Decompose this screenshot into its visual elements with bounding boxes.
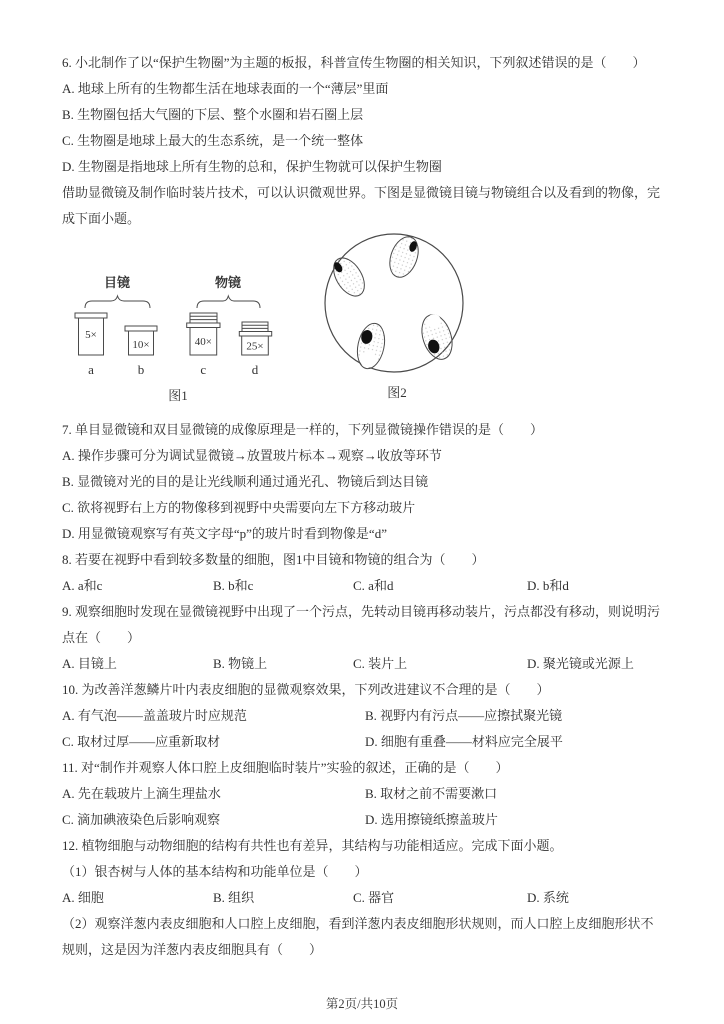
q11-option-c: C. 滴加碘液染色后影响观察 [62, 812, 221, 827]
lens-a-magnification: 5× [85, 329, 97, 341]
q6-option-a: A. 地球上所有的生物都生活在地球表面的一个“薄层”里面 [62, 81, 389, 96]
q7-stem: 7. 单目显微镜和双目显微镜的成像原理是一样的，下列显微镜操作错误的是（ ） [62, 422, 544, 437]
q12-sub1-option-c: C. 器官 [353, 890, 395, 905]
lens-letter-d: d [251, 362, 259, 377]
q9-option-d: D. 聚光镜或光源上 [527, 656, 634, 671]
figure1-lens-diagram [62, 272, 284, 406]
q6-option-d: D. 生物圈是指地球上所有生物的总和，保护生物就可以保护生物圈 [62, 159, 442, 174]
q11-option-d: D. 选用擦镜纸擦盖玻片 [365, 812, 498, 827]
q8-stem: 8. 若要在视野中看到较多数量的细胞，图1中目镜和物镜的组合为（ ） [62, 552, 485, 567]
q11-option-b: B. 取材之前不需要漱口 [365, 786, 498, 801]
objective-brace [197, 296, 260, 308]
figure2-microscope-view [320, 232, 472, 402]
lens-b-magnification: 10× [132, 339, 150, 351]
q10-stem: 10. 为改善洋葱鳞片叶内表皮细胞的显微观察效果，下列改进建议不合理的是（ ） [62, 682, 550, 697]
q10-options-row-2 [62, 729, 666, 755]
q8-option-c: C. a和d [353, 578, 394, 593]
q6-option-c: C. 生物圈是地球上最大的生态系统，是一个统一整体 [62, 133, 364, 148]
objective-lens-c [187, 313, 220, 355]
lens-letter-b: b [137, 362, 145, 377]
q10-option-c: C. 取材过厚——应重新取材 [62, 734, 221, 749]
q9-option-c: C. 装片上 [353, 656, 408, 671]
lens-letter-c: c [200, 362, 207, 377]
q11-options-row-1 [62, 781, 666, 807]
figure-row [62, 232, 666, 417]
q8-option-a: A. a和c [62, 578, 103, 593]
q8-options-row [62, 573, 666, 599]
q9-option-a: A. 目镜上 [62, 656, 117, 671]
figure1-caption: 图1 [168, 388, 188, 403]
q12-stem: 12. 植物细胞与动物细胞的结构有共性也有差异，其结构与功能相适应。完成下面小题。 [62, 838, 563, 853]
eyepiece-group-label: 目镜 [103, 275, 131, 290]
q9-stem: 9. 观察细胞时发现在显微镜视野中出现了一个污点，先转动目镜再移动装片，污点都没有移动，则说明污点在（ ） [62, 604, 661, 645]
q10-option-a: A. 有气泡——盖盖玻片时应规范 [62, 708, 247, 723]
lens-c-magnification: 40× [194, 336, 212, 348]
q12-sub1-option-b: B. 组织 [213, 890, 255, 905]
q12-sub1-stem: （1）银杏树与人体的基本结构和功能单位是（ ） [62, 864, 368, 879]
q11-stem: 11. 对“制作并观察人体口腔上皮细胞临时装片”实验的叙述，正确的是（ ） [62, 760, 509, 775]
q12-sub1-options-row [62, 885, 666, 911]
objective-group-label: 物镜 [214, 275, 242, 290]
q12-sub1-option-a: A. 细胞 [62, 890, 104, 905]
eyepiece-brace [85, 296, 150, 308]
q7-option-a: A. 操作步骤可分为调试显微镜→放置玻片标本→观察→收放等环节 [62, 448, 442, 463]
q6-option-b: B. 生物圈包括大气圈的下层、整个水圈和岩石圈上层 [62, 107, 364, 122]
q10-option-b: B. 视野内有污点——应擦拭聚光镜 [365, 708, 563, 723]
eyepiece-lens-b [125, 326, 157, 355]
q10-options-row-1 [62, 703, 666, 729]
eyepiece-lens-a [75, 313, 107, 355]
lens-letter-a: a [88, 362, 94, 377]
q7-option-c: C. 欲将视野右上方的物像移到视野中央需要向左下方移动玻片 [62, 500, 416, 515]
q9-option-b: B. 物镜上 [213, 656, 268, 671]
q8-option-b: B. b和c [213, 578, 254, 593]
q10-option-d: D. 细胞有重叠——材料应完全展平 [365, 734, 563, 749]
q11-options-row-2 [62, 807, 666, 833]
q7-option-d: D. 用显微镜观察写有英文字母“p”的玻片时看到物像是“d” [62, 526, 387, 541]
lens-d-magnification: 25× [246, 340, 264, 353]
q9-options-row [62, 651, 666, 677]
q6-stem: 6. 小北制作了以“保护生物圈”为主题的板报，科普宣传生物圈的相关知识，下列叙述错误的是（ ） [62, 55, 646, 70]
q11-option-a: A. 先在载玻片上滴生理盐水 [62, 786, 221, 801]
q12-sub2-stem: （2）观察洋葱内表皮细胞和人口腔上皮细胞，看到洋葱内表皮细胞形状规则，而人口腔上皮细胞形状不规则，这是因为洋葱内表皮细胞具有（ ） [62, 916, 654, 957]
q7-option-b: B. 显微镜对光的目的是让光线顺利通过通光孔、物镜后到达目镜 [62, 474, 429, 489]
section-intro: 借助显微镜及制作临时装片技术，可以认识微观世界。下图是显微镜目镜与物镜组合以及看到的物像，完成下面小题。 [62, 185, 661, 226]
q8-option-d: D. b和d [527, 578, 569, 593]
page-number: 第2页/共10页 [325, 997, 399, 1011]
q12-sub1-option-d: D. 系统 [527, 890, 569, 905]
figure2-caption: 图2 [387, 385, 407, 400]
objective-lens-d [239, 322, 271, 355]
